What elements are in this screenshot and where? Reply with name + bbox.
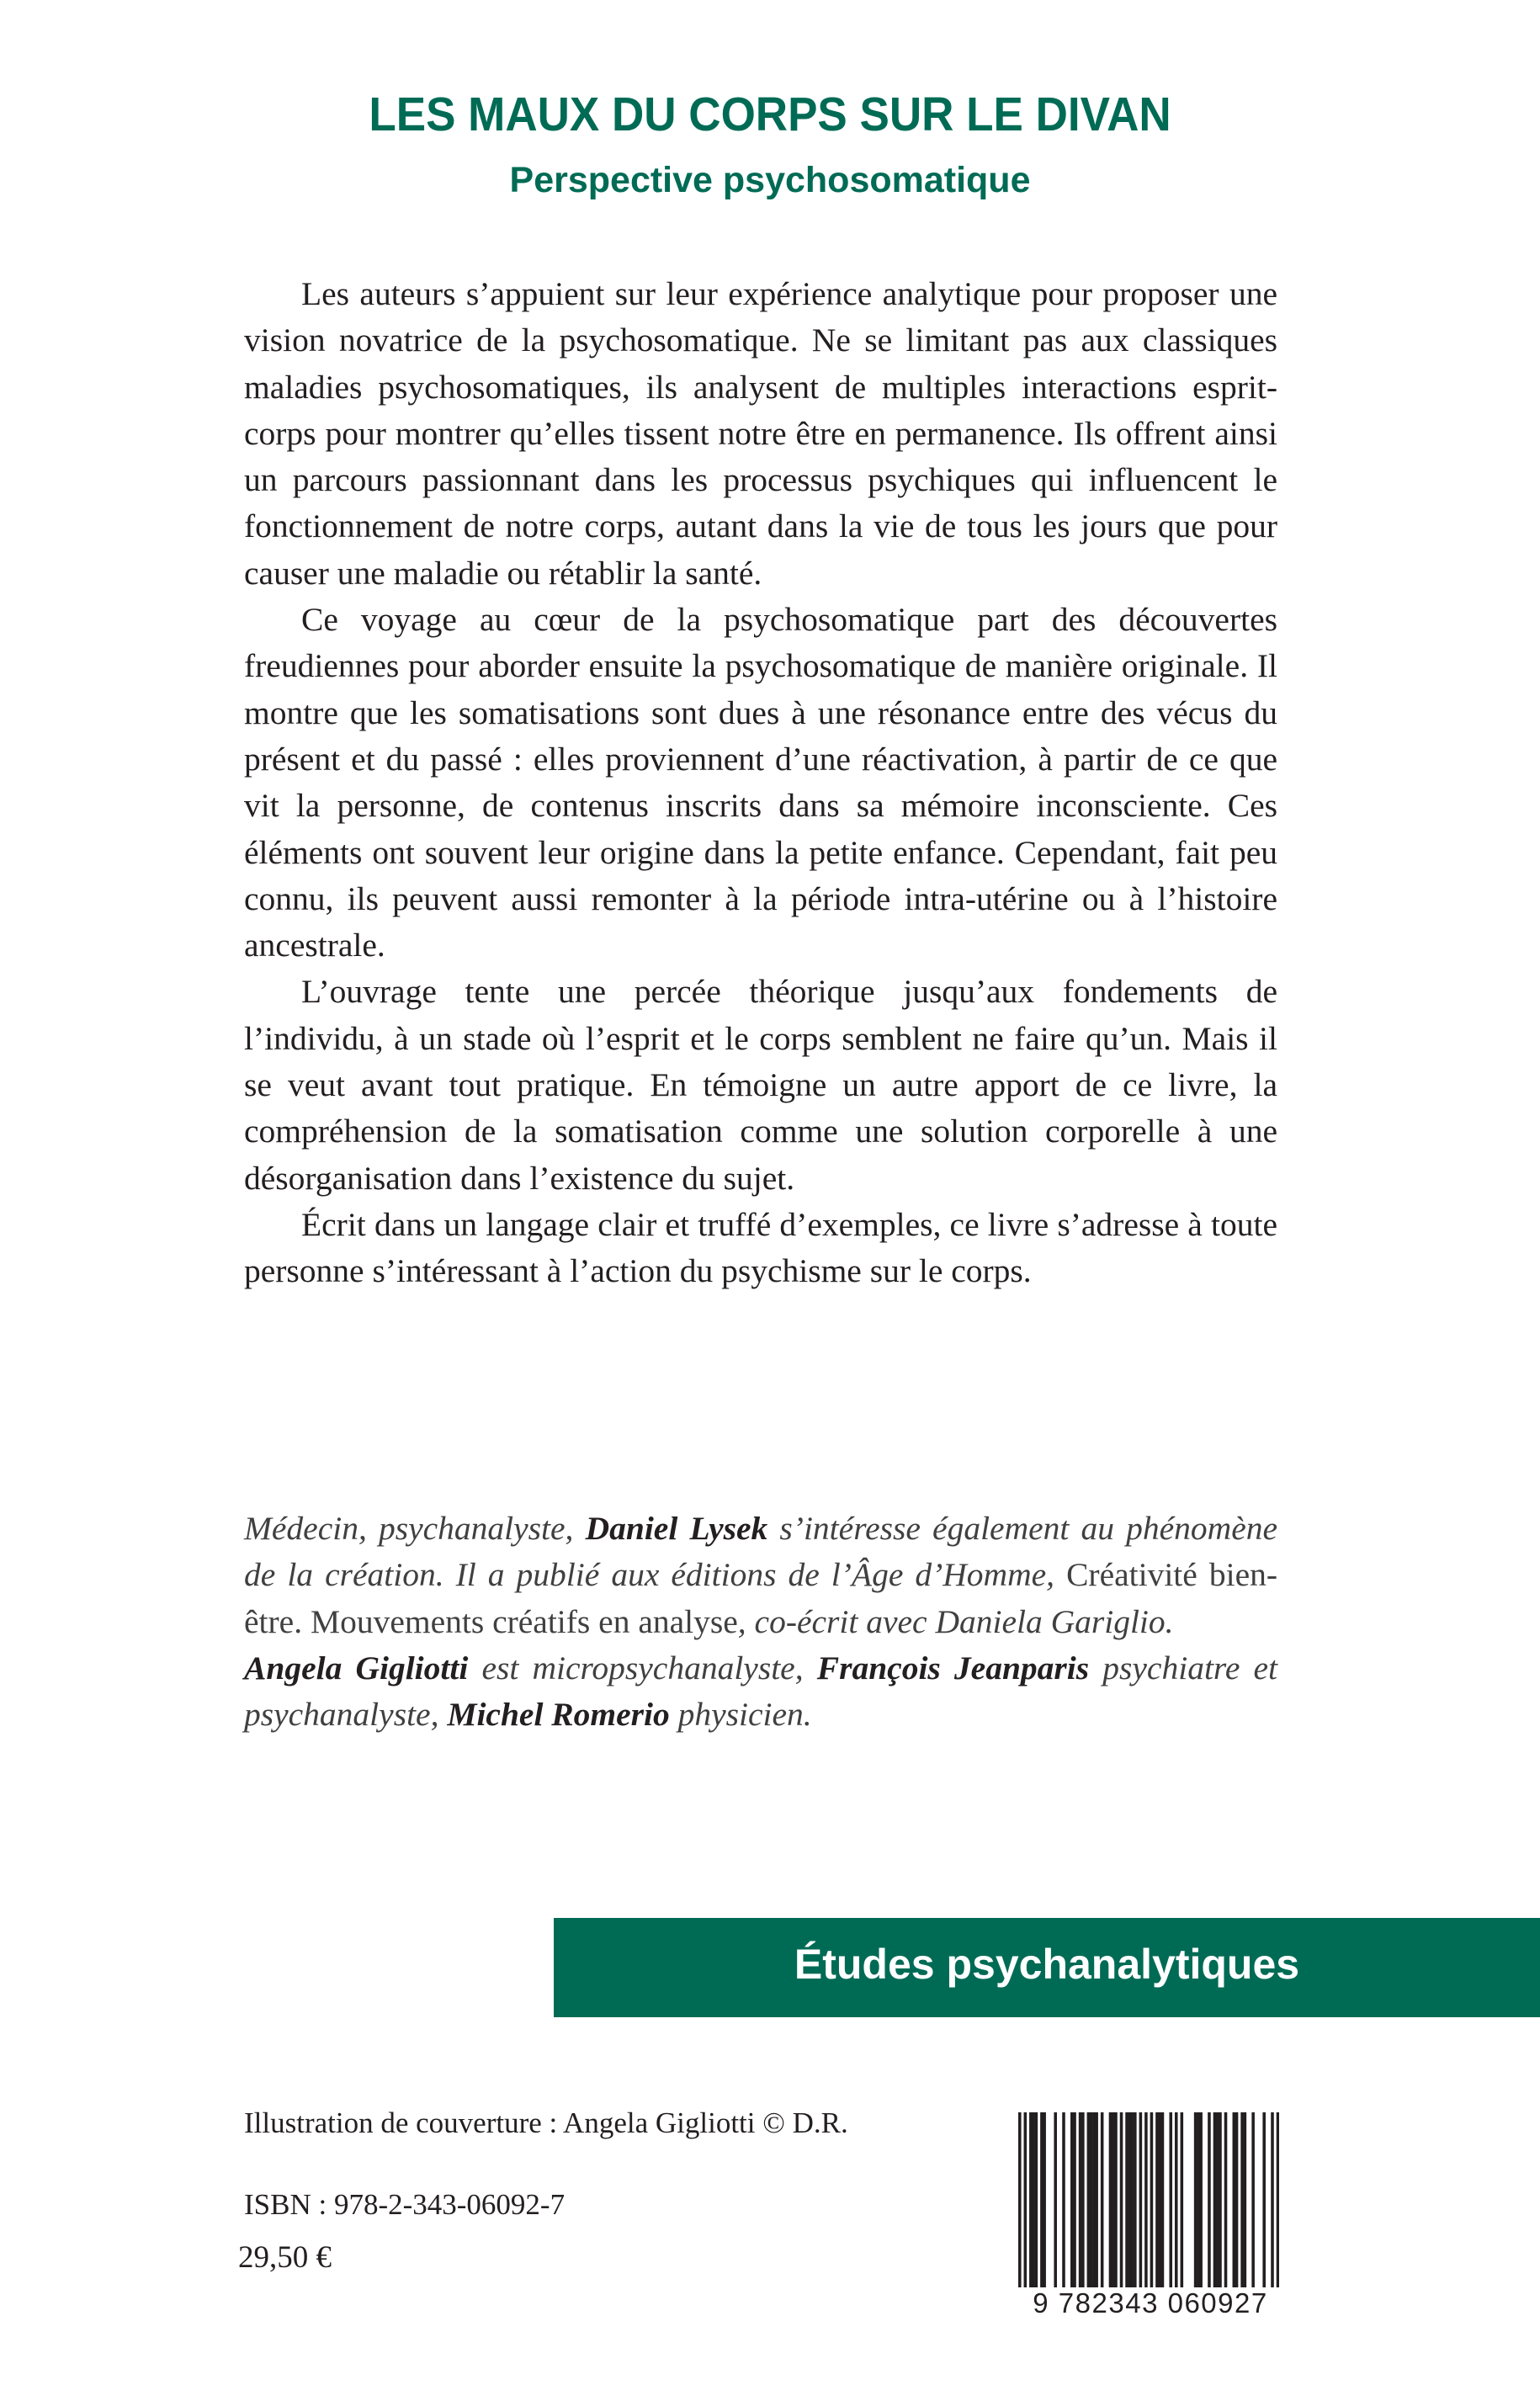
barcode-bar bbox=[1219, 2112, 1222, 2287]
barcode-bar bbox=[1079, 2112, 1082, 2287]
barcode-bar bbox=[1224, 2112, 1228, 2287]
barcode-bar bbox=[1155, 2112, 1159, 2287]
barcode-bar bbox=[1235, 2112, 1239, 2287]
series-banner bbox=[554, 1918, 1540, 2017]
barcode-bar bbox=[1112, 2112, 1115, 2287]
bio1-end: , co-écrit avec Daniela Gariglio. bbox=[737, 1602, 1174, 1640]
barcode-bar bbox=[1095, 2112, 1098, 2287]
barcode-bar bbox=[1120, 2112, 1123, 2287]
bio4-role: physicien. bbox=[669, 1696, 812, 1734]
barcode-bar bbox=[1199, 2112, 1203, 2287]
description-paragraph-4: Écrit dans un langage clair et truffé d’exemples, ce livre s’adresse à toute personne s’intéressant à l’action du psychisme sur le corps. bbox=[244, 1205, 1277, 1290]
barcode-bar bbox=[1213, 2112, 1217, 2287]
barcode-bar bbox=[1125, 2112, 1128, 2287]
barcode-bar bbox=[1150, 2112, 1154, 2287]
barcode-bar bbox=[1090, 2112, 1093, 2287]
bio1-intro: Médecin, psychanalyste, bbox=[244, 1510, 586, 1547]
description-paragraph-1: Les auteurs s’appuient sur leur expérience analytique pour proposer une vision novatrice de la psychosomatique. Ne se limitant pas aux classiques maladies psychosomatiques, ils analysent de multiples interactions esprit-corps pour montrer qu’elles tissent notre être en permanence. Ils offrent ainsi un parcours passionnant dans les processus psychiques qui influencent le fonctionnement de notre corps, autant dans la vie de tous les jours que pour causer une maladie ou rétablir la santé. bbox=[244, 275, 1277, 592]
barcode-bar bbox=[1070, 2112, 1074, 2287]
barcode-bar bbox=[1035, 2112, 1038, 2287]
price: 29,50 € bbox=[238, 2240, 332, 2275]
barcode-bar bbox=[1092, 2112, 1096, 2287]
book-subtitle: Perspective psychosomatique bbox=[509, 160, 1031, 200]
barcode-bar bbox=[1271, 2112, 1274, 2287]
barcode-bar bbox=[1251, 2112, 1255, 2287]
barcode-bar bbox=[1194, 2112, 1197, 2287]
series-label: Études psychanalytiques bbox=[794, 1941, 1300, 1988]
barcode-bar bbox=[1043, 2112, 1046, 2287]
barcode-bar bbox=[1161, 2112, 1165, 2287]
description-paragraph-2: Ce voyage au cœur de la psychosomatique part des découvertes freudiennes pour aborder ensuite la psychosomatique de manière originale. Il montre que les somatisations sont dues à une résonance entre des vécus du présent et du passé : elles proviennent d’une réactivation, à partir de ce que vit la personne, de contenus inscrits dans sa mémoire inconsciente. Ces éléments ont souvent leur origine dans la petite enfance. Cependant, fait peu connu, ils peuvent aussi remonter à la période intra-utérine ou à l’histoire ancestrale. bbox=[244, 601, 1277, 964]
barcode-bar bbox=[1233, 2112, 1236, 2287]
author-bio-1 bbox=[244, 1506, 1277, 1645]
barcode-bar bbox=[1244, 2112, 1247, 2287]
description bbox=[244, 271, 1277, 1295]
author-bio-2 bbox=[244, 1645, 1277, 1739]
barcode-bar bbox=[1081, 2112, 1085, 2287]
cover-credit: Illustration de couverture : Angela Gigliotti © D.R. bbox=[244, 2106, 848, 2139]
barcode-bar bbox=[1114, 2112, 1118, 2287]
barcode-bar bbox=[1062, 2112, 1065, 2287]
barcode-bar bbox=[1216, 2112, 1219, 2287]
barcode-bar bbox=[1175, 2112, 1178, 2287]
barcode-bar bbox=[1240, 2112, 1244, 2287]
barcode-bar bbox=[1032, 2112, 1035, 2287]
barcode-bar bbox=[1262, 2112, 1266, 2287]
barcode-bar bbox=[1101, 2112, 1104, 2287]
barcode-bar bbox=[1134, 2112, 1137, 2287]
barcode-bar bbox=[1158, 2112, 1161, 2287]
bio2-role: est micropsychanalyste, bbox=[468, 1649, 817, 1686]
book-title: LES MAUX DU CORPS SUR LE DIVAN bbox=[369, 88, 1171, 141]
author-bios bbox=[244, 1506, 1277, 1738]
barcode-bar bbox=[1018, 2112, 1022, 2287]
author-name-lysek: Daniel Lysek bbox=[585, 1510, 768, 1547]
bio1-mid: s’intéresse également au phénomène de la création. Il a publié aux éditions de l’Âge d’Homme, bbox=[244, 1510, 1278, 1594]
barcode-bar bbox=[1073, 2112, 1076, 2287]
isbn: ISBN : 978-2-343-06092-7 bbox=[244, 2188, 566, 2221]
author-name-gigliotti: Angela Gigliotti bbox=[244, 1649, 469, 1686]
barcode-bar bbox=[1087, 2112, 1091, 2287]
barcode-bar bbox=[1208, 2112, 1211, 2287]
bio1-book-title: Créativité bien-être. Mouvements créatifs en analyse bbox=[244, 1556, 1277, 1640]
barcode-digits: 9 782343 060927 bbox=[1033, 2287, 1268, 2319]
barcode-bar bbox=[1128, 2112, 1132, 2287]
barcode-bar bbox=[1024, 2112, 1028, 2287]
barcode bbox=[1018, 2112, 1279, 2287]
barcode-bar bbox=[1139, 2112, 1143, 2287]
barcode-bar bbox=[1144, 2112, 1148, 2287]
barcode-bar bbox=[1277, 2112, 1279, 2287]
author-name-romerio: Michel Romerio bbox=[447, 1696, 670, 1734]
barcode-bar bbox=[1054, 2112, 1057, 2287]
barcode-bar bbox=[1181, 2112, 1184, 2287]
barcode-bar bbox=[1169, 2112, 1172, 2287]
barcode-bar bbox=[1131, 2112, 1134, 2287]
author-name-jeanparis: François Jeanparis bbox=[816, 1649, 1090, 1686]
description-paragraph-3: L’ouvrage tente une percée théorique jusqu’aux fondements de l’individu, à un stade où l’esprit et le corps semblent ne faire qu’un. Mais il se veut avant tout pratique. En témoigne un autre apport de ce livre, la compréhension de la somatisation comme une solution corporelle à une désorganisation dans l’existence du sujet. bbox=[244, 973, 1277, 1197]
barcode-bar bbox=[1109, 2112, 1113, 2287]
barcode-bar bbox=[1029, 2112, 1033, 2287]
barcode-bar bbox=[1197, 2112, 1200, 2287]
barcode-bar bbox=[1040, 2112, 1043, 2287]
bio3-role: psychiatre et psychanalyste, bbox=[244, 1649, 1277, 1734]
